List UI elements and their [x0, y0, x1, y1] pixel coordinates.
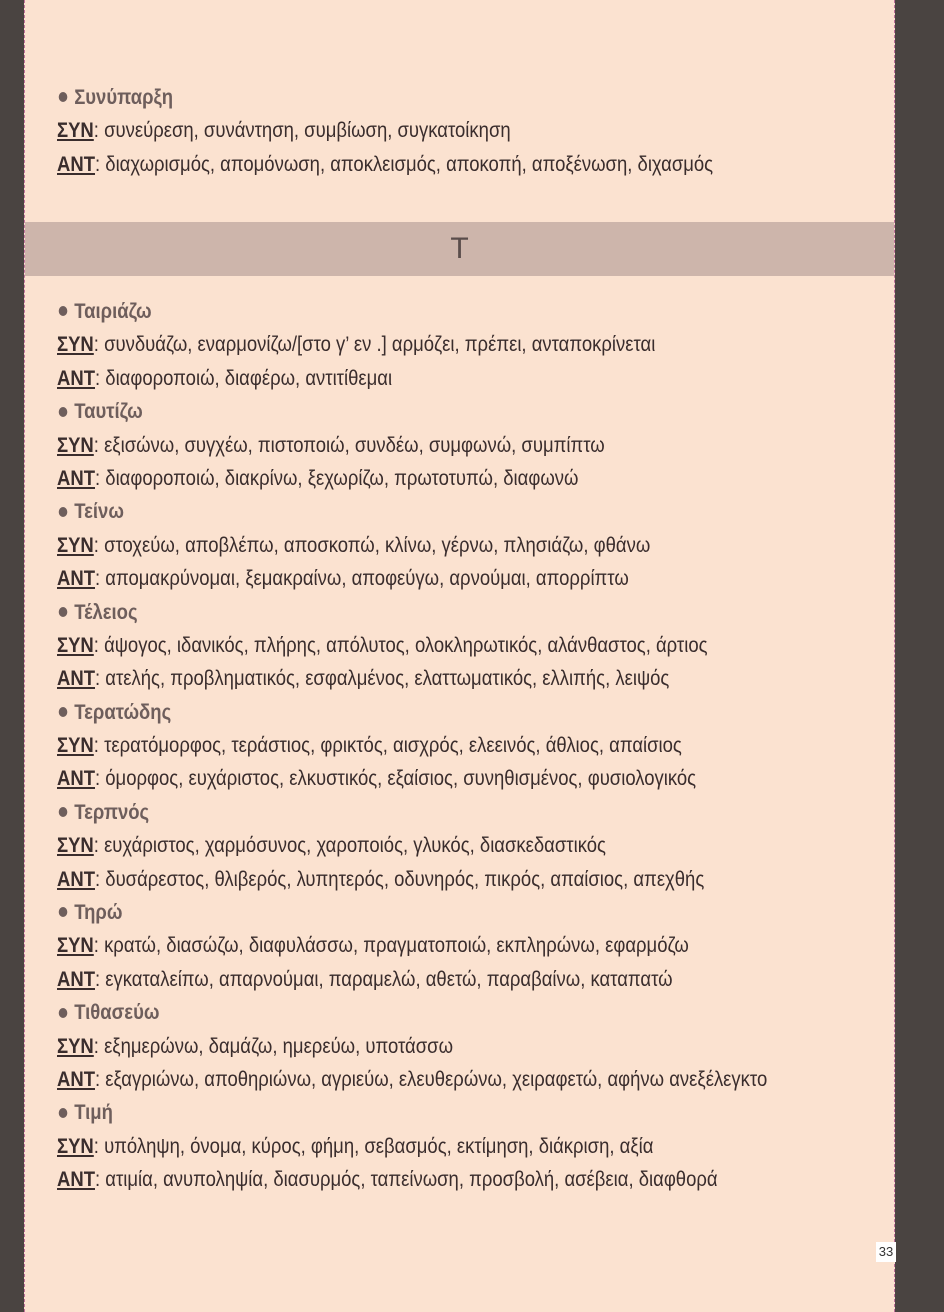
antonyms-line — [57, 863, 742, 896]
entry-0 — [57, 81, 854, 181]
synonyms-line — [57, 929, 742, 962]
entry-headword: Τέλειος — [57, 596, 742, 629]
bullet-icon — [59, 507, 68, 517]
top-entries — [57, 81, 854, 181]
antonyms-line — [57, 362, 742, 395]
antonyms-line — [57, 662, 742, 695]
ant-label: ΑΝΤ — [57, 866, 96, 891]
antonyms-text: : όμορφος, ευχάριστος, ελκυστικός, εξαίσιος, συνηθισμένος, φυσιολογικός — [95, 766, 697, 791]
bullet-icon — [59, 1108, 68, 1118]
synonyms-text: : ευχάριστος, χαρμόσυνος, χαροποιός, γλυκός, διασκεδαστικός — [93, 833, 606, 858]
antonyms-line — [57, 963, 742, 996]
synonyms-text: : εξισώνω, συγχέω, πιστοποιώ, συνδέω, συμφωνώ, συμπίπτω — [93, 432, 605, 457]
ant-label: ΑΝΤ — [57, 966, 96, 991]
bullet-icon — [59, 306, 68, 316]
synonyms-line — [57, 629, 742, 662]
ant-label: ΑΝΤ — [57, 566, 96, 591]
entries-list — [57, 295, 854, 1197]
synonyms-line — [57, 429, 742, 462]
antonyms-text: : ατιμία, ανυποληψία, διασυρμός, ταπείνωση, προσβολή, ασέβεια, διαφθορά — [95, 1167, 718, 1192]
syn-label: ΣΥΝ — [57, 1133, 94, 1158]
antonyms-text: : απομακρύνομαι, ξεμακραίνω, αποφεύγω, αρνούμαι, απορρίπτω — [95, 566, 629, 591]
bullet-icon — [59, 92, 68, 102]
antonyms-text: : διαχωρισμός, απομόνωση, αποκλεισμός, αποκοπή, αποξένωση, διχασμός — [95, 151, 714, 176]
antonyms-line — [57, 1063, 768, 1096]
ant-label: ΑΝΤ — [57, 1167, 96, 1192]
entry — [57, 896, 854, 996]
synonyms-text: : συνεύρεση, συνάντηση, συμβίωση, συγκατοίκηση — [93, 118, 511, 143]
synonyms-line — [57, 1130, 742, 1163]
ant-label: ΑΝΤ — [57, 465, 96, 490]
antonyms-text: : διαφοροποιώ, διαφέρω, αντιτίθεμαι — [95, 365, 393, 390]
antonyms-text: : δυσάρεστος, θλιβερός, λυπητερός, οδυνηρός, πικρός, απαίσιος, απεχθής — [95, 866, 705, 891]
syn-label: ΣΥΝ — [57, 332, 94, 357]
synonyms-line — [57, 1030, 742, 1063]
entry-headword: Τείνω — [57, 495, 742, 528]
entry — [57, 295, 854, 395]
entry-headword: Ταιριάζω — [57, 295, 742, 328]
entry — [57, 696, 854, 796]
entry-headword: Τερπνός — [57, 796, 742, 829]
syn-label: ΣΥΝ — [57, 933, 94, 958]
entry — [57, 796, 854, 896]
section-letter-band — [25, 222, 894, 276]
entry — [57, 1096, 854, 1196]
antonyms-line — [57, 562, 742, 595]
entry-headword: Τιθασεύω — [57, 996, 742, 1029]
ant-label: ΑΝΤ — [57, 365, 96, 390]
antonyms-line — [57, 148, 742, 181]
synonyms-line — [57, 114, 742, 147]
synonyms-line — [57, 729, 742, 762]
ant-label: ΑΝΤ — [57, 766, 96, 791]
bullet-icon — [59, 607, 68, 617]
antonyms-text: : διαφοροποιώ, διακρίνω, ξεχωρίζω, πρωτοτυπώ, διαφωνώ — [95, 465, 579, 490]
entry-headword: Τηρώ — [57, 896, 742, 929]
ant-label: ΑΝΤ — [57, 1066, 96, 1091]
syn-label: ΣΥΝ — [57, 632, 94, 657]
syn-label: ΣΥΝ — [57, 118, 94, 143]
entry-headword: Ταυτίζω — [57, 395, 742, 428]
bullet-icon — [59, 807, 68, 817]
synonyms-text: : άψογος, ιδανικός, πλήρης, απόλυτος, ολοκληρωτικός, αλάνθαστος, άρτιος — [93, 632, 708, 657]
syn-label: ΣΥΝ — [57, 432, 94, 457]
antonyms-text: : εξαγριώνω, αποθηριώνω, αγριεύω, ελευθερώνω, χειραφετώ, αφήνω ανεξέλεγκτο — [95, 1066, 768, 1091]
entry-headword: Συνύπαρξη — [57, 81, 742, 114]
entry — [57, 996, 854, 1096]
entry-headword: Τιμή — [57, 1096, 742, 1129]
syn-label: ΣΥΝ — [57, 1033, 94, 1058]
synonyms-text: : στοχεύω, αποβλέπω, αποσκοπώ, κλίνω, γέρνω, πλησιάζω, φθάνω — [93, 532, 651, 557]
bullet-icon — [59, 707, 68, 717]
synonyms-text: : κρατώ, διασώζω, διαφυλάσσω, πραγματοποιώ, εκπληρώνω, εφαρμόζω — [93, 933, 689, 958]
dictionary-page — [24, 0, 895, 1312]
antonyms-text: : ατελής, προβληματικός, εσφαλμένος, ελαττωματικός, ελλιπής, λειψός — [95, 666, 670, 691]
bullet-icon — [59, 907, 68, 917]
syn-label: ΣΥΝ — [57, 833, 94, 858]
page-number: 33 — [876, 1242, 896, 1262]
antonyms-text: : εγκαταλείπω, απαρνούμαι, παραμελώ, αθετώ, παραβαίνω, καταπατώ — [95, 966, 673, 991]
synonyms-line — [57, 328, 742, 361]
synonyms-line — [57, 529, 742, 562]
bullet-icon — [59, 407, 68, 417]
syn-label: ΣΥΝ — [57, 532, 94, 557]
ant-label: ΑΝΤ — [57, 666, 96, 691]
synonyms-text: : εξημερώνω, δαμάζω, ημερεύω, υποτάσσω — [93, 1033, 454, 1058]
entry — [57, 395, 854, 495]
synonyms-text: : υπόληψη, όνομα, κύρος, φήμη, σεβασμός, εκτίμηση, διάκριση, αξία — [93, 1133, 654, 1158]
antonyms-line — [57, 462, 742, 495]
syn-label: ΣΥΝ — [57, 733, 94, 758]
synonyms-text: : τερατόμορφος, τεράστιος, φρικτός, αισχρός, ελεεινός, άθλιος, απαίσιος — [93, 733, 682, 758]
antonyms-line — [57, 1163, 742, 1196]
antonyms-line — [57, 762, 742, 795]
synonyms-text: : συνδυάζω, εναρμονίζω/[στο γ’ εν .] αρμόζει, πρέπει, ανταποκρίνεται — [93, 332, 656, 357]
entry — [57, 596, 854, 696]
ant-label: ΑΝΤ — [57, 151, 96, 176]
entry — [57, 495, 854, 595]
section-letter: Τ — [450, 232, 469, 265]
synonyms-line — [57, 829, 742, 862]
bullet-icon — [59, 1008, 68, 1018]
entry-headword: Τερατώδης — [57, 696, 742, 729]
